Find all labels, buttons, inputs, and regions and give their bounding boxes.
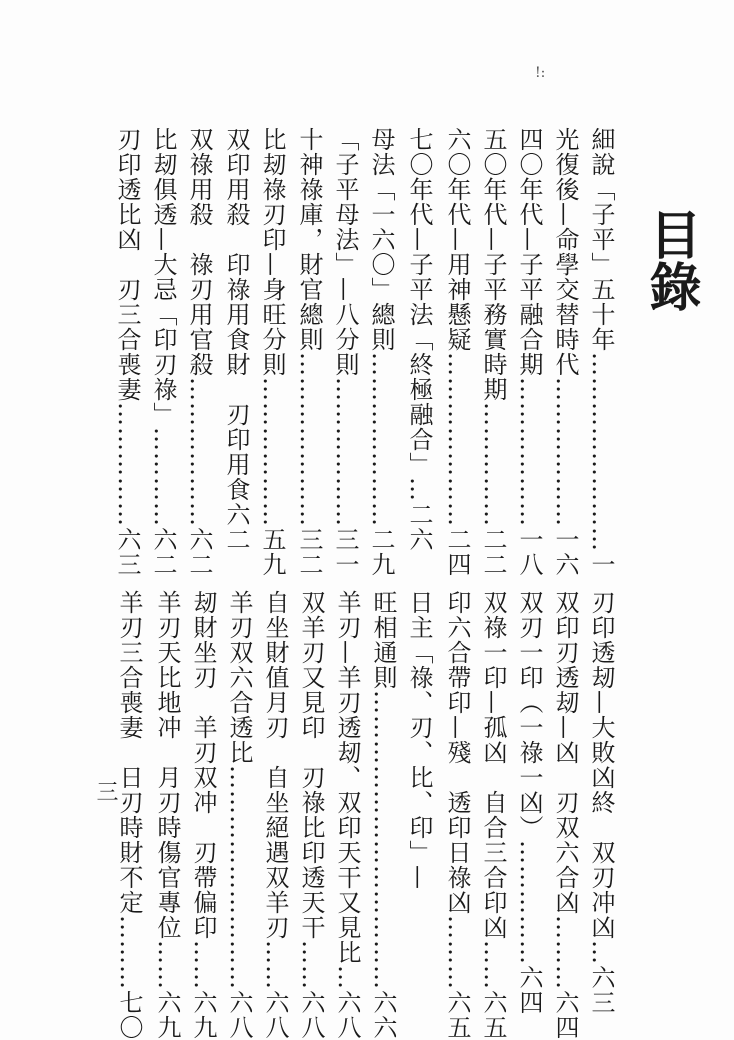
toc-entry: 比刼俱透—大忌「印刃祿」…………六二 xyxy=(149,127,177,577)
page-number: 三 xyxy=(93,780,118,802)
toc-entry: 双印刃透刼—凶 刃双六合凶………六四 xyxy=(551,590,579,1040)
toc-entry: 羊刃三合喪妻 日刃時財不定………七〇 xyxy=(115,590,143,1040)
toc-entry: 刃印透比凶 刃三合喪妻……………六三 xyxy=(113,127,141,577)
toc-entry: 五〇年代—子平務實時期……………二二 xyxy=(479,127,507,577)
toc-entry: 双祿一印—孤凶 自合三合印凶……六五 xyxy=(479,590,507,1040)
toc-entry: 刼財坐刃 羊刃双冲 刃帶偏印……六九 xyxy=(189,590,217,1040)
toc-entry: 日主「祿、刃、比、印」— xyxy=(405,590,433,890)
page-title: 目錄 xyxy=(640,208,701,312)
toc-entry: 比刼祿刃印—身旺分則………………五九 xyxy=(258,127,286,577)
toc-entry: 双刃一印（一祿一凶）……………六四 xyxy=(515,590,543,1015)
toc-entry: 印六合帶印—殘 透印日祿凶………六五 xyxy=(443,590,471,1040)
toc-entry: 「子平母法」—八分則………………三一 xyxy=(331,127,359,577)
toc-entry: 刃印透刼—大敗凶終 双刃冲凶…六三 xyxy=(587,590,615,1015)
toc-entry: 双祿用殺 祿刃用官殺………………六二 xyxy=(185,127,213,577)
toc-entry: 双羊刃又見印 刃祿比印透天干……六八 xyxy=(297,590,325,1040)
toc-entry: 四〇年代—子平融合期………………一八 xyxy=(515,127,543,577)
toc-entry: 光復後—命學交替時代………………一六 xyxy=(551,127,579,577)
toc-entry: 細說「子平」五十年……………………一 xyxy=(587,127,615,577)
toc-entry: 双印用殺 印祿用食財 刃印用食六二 xyxy=(222,127,250,552)
toc-entry: 旺相通則………………………………六六 xyxy=(369,590,397,1040)
scan-speck: !: xyxy=(535,65,546,81)
toc-entry: 六〇年代—用神懸疑…………………二四 xyxy=(443,127,471,577)
toc-entry: 羊刃天比地冲 月刃時傷官專位……六九 xyxy=(153,590,181,1040)
toc-entry: 羊刃—羊刃透刼、双印天干又見比…六八 xyxy=(333,590,361,1040)
toc-entry: 七〇年代—子平法「終極融合」…二六 xyxy=(405,127,433,552)
toc-entry: 母法「一六〇」總則…………………二九 xyxy=(367,127,395,577)
toc-entry: 十神祿庫，財官總則…………………三二 xyxy=(295,127,323,577)
toc-entry: 自坐財值月刃 自坐絕遇双羊刃……六八 xyxy=(261,590,289,1040)
toc-entry: 羊刃双六合透比………………………六八 xyxy=(225,590,253,1040)
